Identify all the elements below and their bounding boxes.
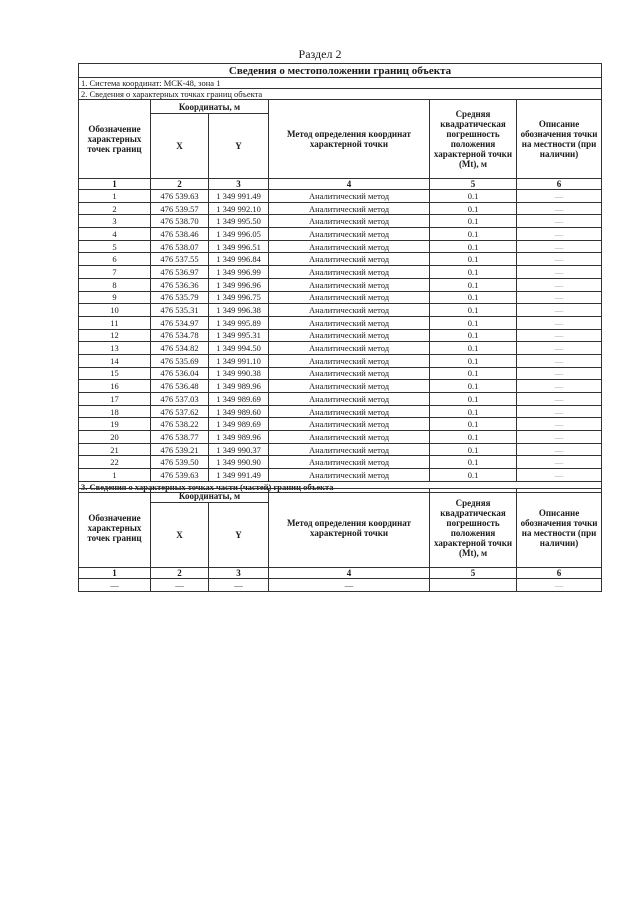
column-number: 5 — [430, 179, 517, 190]
coord-x: 476 537.62 — [151, 405, 209, 418]
method-cell: Аналитический метод — [269, 240, 430, 253]
coord-y: 1 349 991.49 — [209, 190, 269, 203]
method-cell: Аналитический метод — [269, 393, 430, 406]
point-row — [79, 354, 602, 367]
coord-y: 1 349 989.96 — [209, 380, 269, 393]
method-cell: Аналитический метод — [269, 367, 430, 380]
coord-y: — — [209, 579, 269, 592]
point-number: 14 — [79, 354, 151, 367]
description-cell: — — [517, 342, 602, 355]
coord-y: 1 349 989.60 — [209, 405, 269, 418]
point-number: 18 — [79, 405, 151, 418]
accuracy-cell: 0.1 — [430, 316, 517, 329]
method-cell: Аналитический метод — [269, 304, 430, 317]
description-cell: — — [517, 316, 602, 329]
coord-y: 1 349 994.50 — [209, 342, 269, 355]
method-cell: Аналитический метод — [269, 456, 430, 469]
part-points-table — [78, 488, 602, 592]
point-number: 19 — [79, 418, 151, 431]
method-cell: Аналитический метод — [269, 266, 430, 279]
coord-x: 476 538.46 — [151, 228, 209, 241]
description-cell: — — [517, 469, 602, 482]
part-header-description: Описание обозначения точки на местности (при наличии) — [517, 489, 602, 568]
coord-y: 1 349 996.99 — [209, 266, 269, 279]
coord-y: 1 349 989.69 — [209, 418, 269, 431]
coord-y: 1 349 990.90 — [209, 456, 269, 469]
header-coordinates: Координаты, м — [151, 100, 269, 114]
description-cell: — — [517, 443, 602, 456]
description-cell: — — [517, 456, 602, 469]
point-row — [79, 431, 602, 444]
method-cell: Аналитический метод — [269, 253, 430, 266]
coord-x: 476 539.50 — [151, 456, 209, 469]
coord-y: 1 349 995.50 — [209, 215, 269, 228]
point-row — [79, 278, 602, 291]
column-number: 3 — [209, 179, 269, 190]
accuracy-cell: 0.1 — [430, 304, 517, 317]
part-column-number: 2 — [151, 568, 209, 579]
point-row — [79, 456, 602, 469]
method-cell: Аналитический метод — [269, 202, 430, 215]
point-row — [79, 240, 602, 253]
header-x: X — [151, 114, 209, 179]
coord-x: 476 535.79 — [151, 291, 209, 304]
point-row — [79, 393, 602, 406]
description-cell: — — [517, 278, 602, 291]
point-row — [79, 342, 602, 355]
coord-x: 476 536.48 — [151, 380, 209, 393]
method-cell: Аналитический метод — [269, 278, 430, 291]
description-cell: — — [517, 266, 602, 279]
coord-x: 476 537.03 — [151, 393, 209, 406]
accuracy-cell: 0.1 — [430, 405, 517, 418]
coord-y: 1 349 996.96 — [209, 278, 269, 291]
part-points-body — [79, 579, 602, 592]
description-cell: — — [517, 202, 602, 215]
point-number: 2 — [79, 202, 151, 215]
accuracy-cell: 0.1 — [430, 190, 517, 203]
point-number: 11 — [79, 316, 151, 329]
accuracy-cell: 0.1 — [430, 342, 517, 355]
method-cell: — — [269, 579, 430, 592]
accuracy-cell: 0.1 — [430, 329, 517, 342]
coord-x: 476 538.22 — [151, 418, 209, 431]
part-column-number: 4 — [269, 568, 430, 579]
section-label: Раздел 2 — [298, 47, 342, 61]
header-designation: Обозначение характерных точек границ — [79, 100, 151, 179]
description-cell: — — [517, 354, 602, 367]
description-cell: — — [517, 579, 602, 592]
description-cell: — — [517, 304, 602, 317]
description-cell: — — [517, 190, 602, 203]
accuracy-cell: 0.1 — [430, 354, 517, 367]
coord-y: 1 349 991.49 — [209, 469, 269, 482]
section3-title: 3. Сведения о характерных точках части (частей) границ объекта — [79, 481, 602, 492]
point-number: 21 — [79, 443, 151, 456]
method-cell: Аналитический метод — [269, 316, 430, 329]
coord-x: 476 539.63 — [151, 469, 209, 482]
part-column-number: 3 — [209, 568, 269, 579]
point-number: 7 — [79, 266, 151, 279]
accuracy-cell: 0.1 — [430, 393, 517, 406]
point-number: 4 — [79, 228, 151, 241]
description-cell: — — [517, 215, 602, 228]
description-cell: — — [517, 240, 602, 253]
part-header-method: Метод определения координат характерной точки — [269, 489, 430, 568]
accuracy-cell: 0.1 — [430, 469, 517, 482]
accuracy-cell: 0.1 — [430, 418, 517, 431]
point-row — [79, 266, 602, 279]
method-cell: Аналитический метод — [269, 380, 430, 393]
method-cell: Аналитический метод — [269, 443, 430, 456]
description-cell: — — [517, 418, 602, 431]
method-cell: Аналитический метод — [269, 329, 430, 342]
description-cell: — — [517, 228, 602, 241]
method-cell: Аналитический метод — [269, 190, 430, 203]
coord-x: 476 536.97 — [151, 266, 209, 279]
description-cell: — — [517, 253, 602, 266]
point-row — [79, 215, 602, 228]
accuracy-cell: 0.1 — [430, 228, 517, 241]
column-number: 4 — [269, 179, 430, 190]
header-y: Y — [209, 114, 269, 179]
coord-y: 1 349 995.31 — [209, 329, 269, 342]
coord-y: 1 349 996.51 — [209, 240, 269, 253]
accuracy-cell: 0.1 — [430, 443, 517, 456]
point-row — [79, 405, 602, 418]
point-row — [79, 316, 602, 329]
accuracy-cell: 0.1 — [430, 202, 517, 215]
coord-y: 1 349 990.37 — [209, 443, 269, 456]
coord-x: 476 536.04 — [151, 367, 209, 380]
coord-y: 1 349 992.10 — [209, 202, 269, 215]
accuracy-cell: 0.1 — [430, 380, 517, 393]
accuracy-cell: 0.1 — [430, 291, 517, 304]
coord-x: 476 534.82 — [151, 342, 209, 355]
coord-y: 1 349 991.10 — [209, 354, 269, 367]
part-header-designation: Обозначение характерных точек границ — [79, 489, 151, 568]
main-title: Сведения о местоположении границ объекта — [79, 64, 602, 78]
method-cell: Аналитический метод — [269, 405, 430, 418]
boundary-points-table — [78, 63, 602, 493]
header-method: Метод определения координат характерной точки — [269, 100, 430, 179]
point-number: 5 — [79, 240, 151, 253]
point-number: 13 — [79, 342, 151, 355]
accuracy-cell: 0.1 — [430, 367, 517, 380]
coord-x: 476 538.70 — [151, 215, 209, 228]
coord-y: 1 349 990.38 — [209, 367, 269, 380]
description-cell: — — [517, 291, 602, 304]
header-accuracy: Средняя квадратическая погрешность положения характерной точки (Mt), м — [430, 100, 517, 179]
point-row — [79, 202, 602, 215]
method-cell: Аналитический метод — [269, 354, 430, 367]
point-row — [79, 190, 602, 203]
point-number: 15 — [79, 367, 151, 380]
part-header-x: X — [151, 503, 209, 568]
point-row — [79, 228, 602, 241]
point-number: 1 — [79, 190, 151, 203]
point-number: 20 — [79, 431, 151, 444]
method-cell: Аналитический метод — [269, 431, 430, 444]
part-header-y: Y — [209, 503, 269, 568]
point-number: 12 — [79, 329, 151, 342]
part-header-coordinates: Координаты, м — [151, 489, 269, 503]
point-row — [79, 367, 602, 380]
method-cell: Аналитический метод — [269, 418, 430, 431]
coord-x: 476 535.69 — [151, 354, 209, 367]
coord-system-row: 1. Система координат: МСК-48, зона 1 — [79, 78, 602, 89]
accuracy-cell: 0.1 — [430, 240, 517, 253]
point-row — [79, 253, 602, 266]
description-cell: — — [517, 329, 602, 342]
coord-x: 476 539.63 — [151, 190, 209, 203]
method-cell: Аналитический метод — [269, 215, 430, 228]
coord-x: 476 534.78 — [151, 329, 209, 342]
coord-y: 1 349 996.38 — [209, 304, 269, 317]
coord-x: 476 539.57 — [151, 202, 209, 215]
part-point-row — [79, 579, 602, 592]
point-number: 17 — [79, 393, 151, 406]
accuracy-cell: 0.1 — [430, 215, 517, 228]
coord-x: 476 535.31 — [151, 304, 209, 317]
coord-y: 1 349 989.69 — [209, 393, 269, 406]
section2-title: 2. Сведения о характерных точках границ объекта — [79, 89, 602, 100]
accuracy-cell: 0.1 — [430, 278, 517, 291]
column-number: 6 — [517, 179, 602, 190]
point-number: 8 — [79, 278, 151, 291]
description-cell: — — [517, 431, 602, 444]
part-column-number: 1 — [79, 568, 151, 579]
point-number: 1 — [79, 469, 151, 482]
point-number: 16 — [79, 380, 151, 393]
coord-y: 1 349 989.96 — [209, 431, 269, 444]
method-cell: Аналитический метод — [269, 291, 430, 304]
coord-x: — — [151, 579, 209, 592]
method-cell: Аналитический метод — [269, 228, 430, 241]
accuracy-cell — [430, 579, 517, 592]
coord-x: 476 536.36 — [151, 278, 209, 291]
coord-x: 476 534.97 — [151, 316, 209, 329]
part-column-number: 5 — [430, 568, 517, 579]
description-cell: — — [517, 393, 602, 406]
point-row — [79, 418, 602, 431]
description-cell: — — [517, 380, 602, 393]
point-row — [79, 380, 602, 393]
points-body — [79, 190, 602, 482]
point-number: — — [79, 579, 151, 592]
method-cell: Аналитический метод — [269, 469, 430, 482]
point-number: 9 — [79, 291, 151, 304]
point-row — [79, 304, 602, 317]
accuracy-cell: 0.1 — [430, 266, 517, 279]
accuracy-cell: 0.1 — [430, 253, 517, 266]
point-row — [79, 329, 602, 342]
accuracy-cell: 0.1 — [430, 456, 517, 469]
part-column-number: 6 — [517, 568, 602, 579]
description-cell: — — [517, 367, 602, 380]
header-description: Описание обозначения точки на местности (при наличии) — [517, 100, 602, 179]
coord-y: 1 349 995.89 — [209, 316, 269, 329]
description-cell: — — [517, 405, 602, 418]
coord-x: 476 538.07 — [151, 240, 209, 253]
coord-x: 476 538.77 — [151, 431, 209, 444]
point-row — [79, 291, 602, 304]
coord-y: 1 349 996.05 — [209, 228, 269, 241]
coord-x: 476 537.55 — [151, 253, 209, 266]
point-number: 6 — [79, 253, 151, 266]
column-number: 2 — [151, 179, 209, 190]
coord-y: 1 349 996.75 — [209, 291, 269, 304]
point-number: 10 — [79, 304, 151, 317]
point-number: 3 — [79, 215, 151, 228]
column-number: 1 — [79, 179, 151, 190]
accuracy-cell: 0.1 — [430, 431, 517, 444]
part-header-accuracy: Средняя квадратическая погрешность положения характерной точки (Mt), м — [430, 489, 517, 568]
coord-y: 1 349 996.84 — [209, 253, 269, 266]
point-row — [79, 469, 602, 482]
point-row — [79, 443, 602, 456]
coord-x: 476 539.21 — [151, 443, 209, 456]
point-number: 22 — [79, 456, 151, 469]
method-cell: Аналитический метод — [269, 342, 430, 355]
